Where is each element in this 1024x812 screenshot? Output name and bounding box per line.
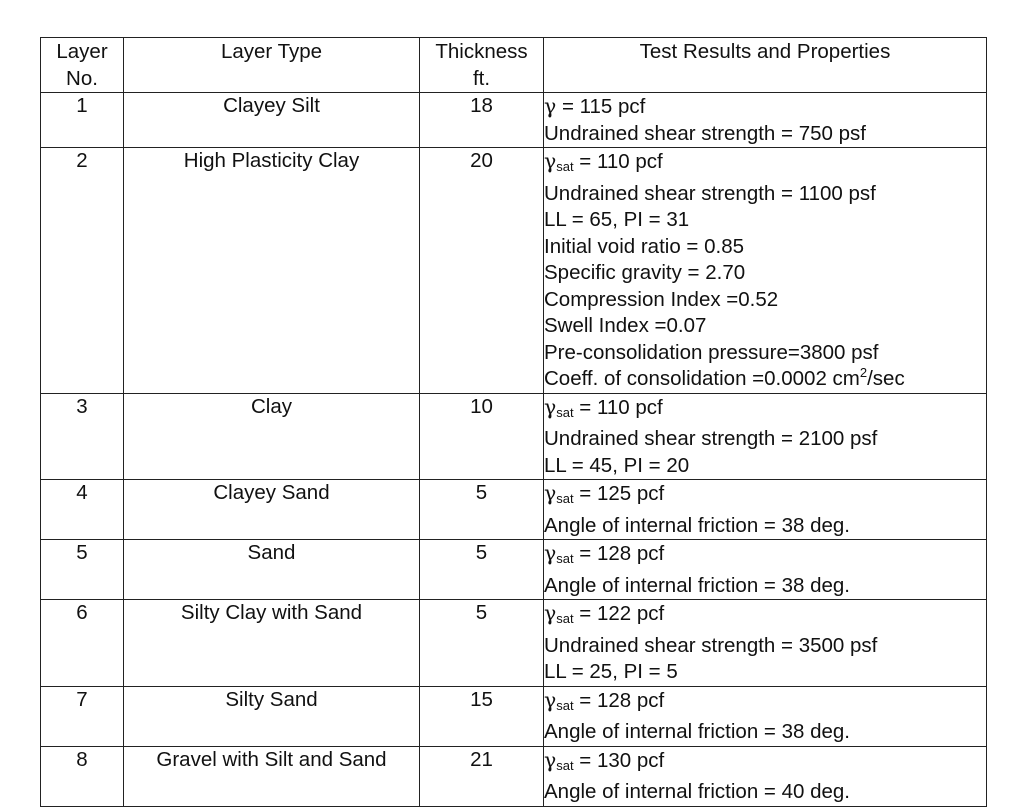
layer-number-cell: 7 [41, 686, 124, 746]
property-line: Swell Index =0.07 [544, 314, 707, 337]
property-line: Undrained shear strength = 2100 psf [544, 427, 878, 450]
unit-weight-line [544, 93, 986, 121]
thickness-cell: 5 [420, 480, 544, 540]
header-thickness [420, 38, 544, 93]
layer-type-cell: Sand [124, 540, 420, 600]
unit-weight-line [544, 600, 986, 633]
unit-weight-value: = 125 pcf [573, 482, 665, 505]
table-row [41, 480, 987, 540]
table-body [41, 93, 987, 807]
thickness-cell: 18 [420, 93, 544, 148]
gamma-char: γ [544, 149, 557, 173]
gamma-char: γ [544, 601, 557, 625]
property-line: Undrained shear strength = 1100 psf [544, 181, 876, 205]
soil-layers-table [40, 37, 987, 807]
gamma-char: γ [544, 94, 557, 118]
gamma-subscript: sat [556, 491, 574, 506]
property-line: Specific gravity = 2.70 [544, 261, 746, 284]
table-row [41, 686, 987, 746]
layer-number-cell: 6 [41, 600, 124, 687]
unit-weight-line [544, 394, 986, 427]
consolidation-coefficient-line [544, 366, 986, 393]
unit-weight-value: = 115 pcf [556, 95, 646, 118]
gamma-subscript: sat [556, 404, 574, 420]
unit-weight-line [544, 480, 986, 513]
table-row [41, 600, 987, 687]
unit-weight-line [544, 687, 986, 720]
unit-weight-value: = 128 pcf [573, 542, 665, 565]
squared-superscript: 2 [859, 365, 868, 380]
layer-type-cell: Clayey Silt [124, 93, 420, 148]
table-row [41, 746, 987, 806]
layer-type-cell: Silty Sand [124, 686, 420, 746]
gamma-char: γ [544, 394, 557, 419]
unit-weight-value: = 128 pcf [573, 688, 665, 712]
property-line: Pre-consolidation pressure=3800 psf [544, 340, 879, 364]
thickness-cell: 20 [420, 148, 544, 394]
gamma-symbol [544, 688, 574, 712]
gamma-symbol [544, 149, 574, 173]
table-row [41, 93, 987, 148]
thickness-cell: 21 [420, 746, 544, 806]
layer-type-cell: Silty Clay with Sand [124, 600, 420, 687]
unit-weight-value: = 130 pcf [573, 748, 665, 772]
property-line: LL = 45, PI = 20 [544, 453, 690, 477]
gamma-symbol [544, 395, 574, 419]
header-test-results: Test Results and Properties [544, 38, 987, 93]
gamma-subscript: sat [556, 697, 574, 713]
test-results-cell [544, 600, 987, 687]
test-results-cell [544, 93, 987, 148]
property-line: Angle of internal friction = 38 deg. [544, 513, 850, 537]
gamma-char: γ [544, 687, 557, 712]
thickness-cell: 5 [420, 600, 544, 687]
header-thickness-line: ft. [472, 66, 491, 90]
property-line: Undrained shear strength = 3500 psf [544, 633, 878, 657]
layer-number-cell: 4 [41, 480, 124, 540]
header-layer-no-line: No. [66, 66, 98, 90]
table-row [41, 540, 987, 600]
property-line: Angle of internal friction = 38 deg. [544, 573, 850, 597]
property-line: Angle of internal friction = 40 deg. [544, 780, 850, 803]
layer-type-cell: Clay [124, 393, 420, 480]
property-line: LL = 25, PI = 5 [544, 660, 678, 683]
unit-weight-line [544, 540, 986, 573]
consolidation-text: Coeff. of consolidation =0.0002 cm [544, 367, 860, 390]
gamma-symbol [544, 481, 574, 505]
unit-weight-value: = 110 pcf [573, 395, 663, 419]
test-results-cell [544, 686, 987, 746]
gamma-char: γ [544, 747, 557, 772]
layer-number-cell: 5 [41, 540, 124, 600]
test-results-cell [544, 148, 987, 394]
layer-type-cell: High Plasticity Clay [124, 148, 420, 394]
gamma-symbol [544, 541, 574, 565]
table-row [41, 148, 987, 394]
layer-type-cell: Gravel with Silt and Sand [124, 746, 420, 806]
gamma-subscript: sat [556, 551, 574, 566]
layer-type-cell: Clayey Sand [124, 480, 420, 540]
consolidation-unit-tail: /sec [867, 367, 905, 390]
gamma-subscript: sat [556, 159, 574, 174]
header-row [41, 38, 987, 93]
layer-number-cell: 8 [41, 746, 124, 806]
property-line: LL = 65, PI = 31 [544, 208, 690, 231]
layer-number-cell: 2 [41, 148, 124, 394]
header-layer-type: Layer Type [124, 38, 420, 93]
property-line: Initial void ratio = 0.85 [544, 234, 744, 258]
table-row [41, 393, 987, 480]
header-layer-no-line: Layer [56, 40, 108, 63]
property-line: Angle of internal friction = 38 deg. [544, 720, 850, 743]
property-line: Undrained shear strength = 750 psf [544, 121, 866, 145]
gamma-subscript: sat [556, 757, 574, 773]
layer-number-cell: 3 [41, 393, 124, 480]
header-layer-no [41, 38, 124, 93]
thickness-cell: 15 [420, 686, 544, 746]
thickness-cell: 5 [420, 540, 544, 600]
gamma-char: γ [544, 541, 557, 565]
thickness-cell: 10 [420, 393, 544, 480]
test-results-cell [544, 480, 987, 540]
unit-weight-line [544, 148, 986, 181]
table-header [41, 38, 987, 93]
header-thickness-line: Thickness [435, 40, 528, 63]
unit-weight-value: = 110 pcf [573, 150, 663, 173]
gamma-symbol [544, 601, 574, 625]
gamma-symbol [544, 748, 574, 772]
gamma-char: γ [544, 481, 557, 505]
layer-number-cell: 1 [41, 93, 124, 148]
test-results-cell [544, 393, 987, 480]
property-line: Compression Index =0.52 [544, 287, 779, 311]
unit-weight-line [544, 747, 986, 780]
test-results-cell [544, 540, 987, 600]
test-results-cell [544, 746, 987, 806]
gamma-symbol [544, 94, 556, 118]
unit-weight-value: = 122 pcf [573, 602, 665, 625]
gamma-subscript: sat [556, 611, 574, 626]
